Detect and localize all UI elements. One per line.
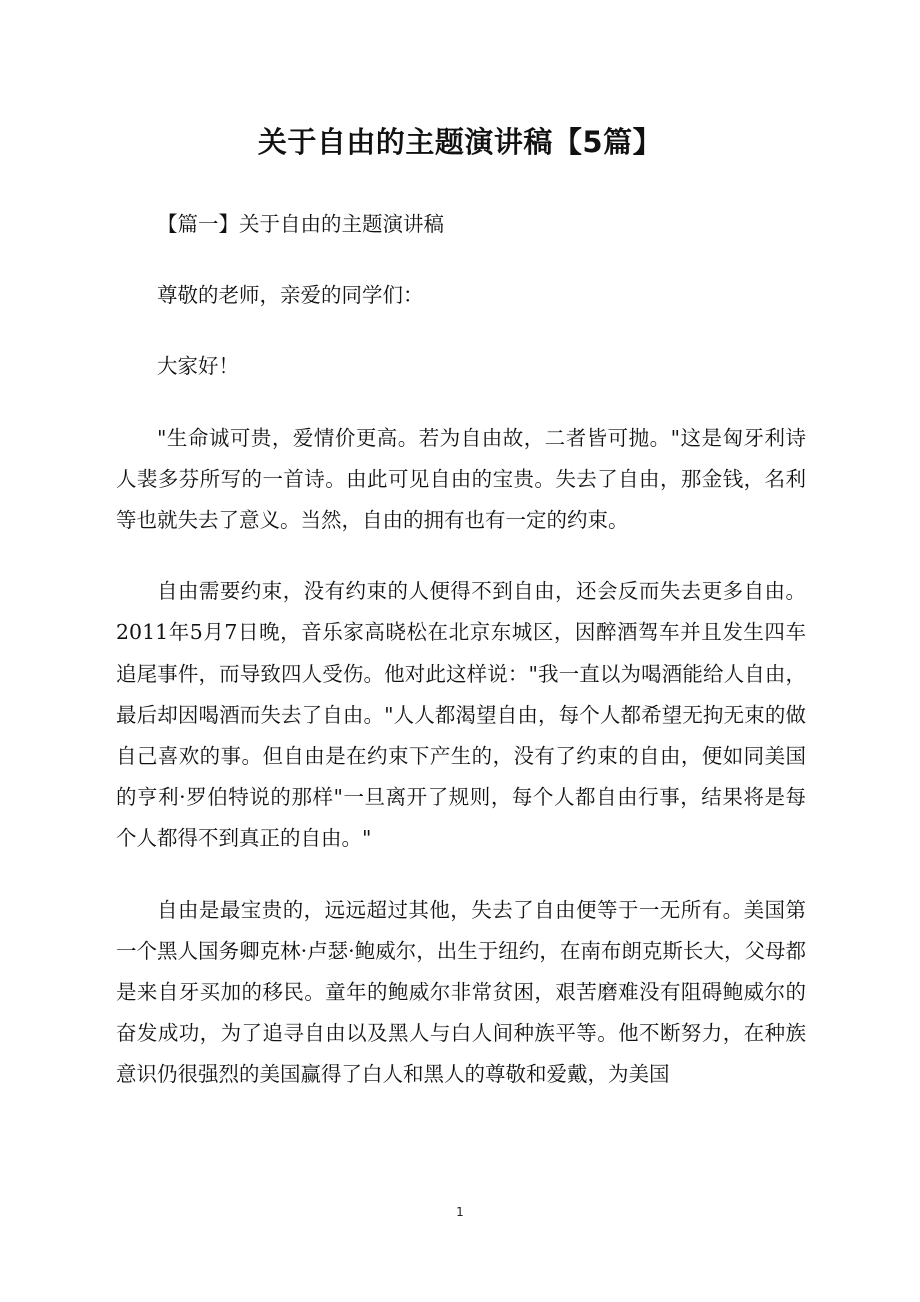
body-paragraph: "生命诚可贵，爱情价更高。若为自由故，二者皆可抛。"这是匈牙利诗人裴多芬所写的一首诗。由此可见自由的宝贵。失去了自由，那金钱，名利等也就失去了意义。当然，自由的拥有也有一定的约束。 (116, 425, 806, 533)
salutation: 尊敬的老师，亲爱的同学们： (157, 283, 424, 308)
page-number: 1 (456, 1205, 464, 1219)
greeting: 大家好！ (157, 354, 239, 379)
body-paragraph: 自由是最宝贵的，远远超过其他，失去了自由便等于一无所有。美国第一个黑人国务卿克林·卢瑟·鲍威尔，出生于纽约，在南布朗克斯长大，父母都是来自牙买加的移民。童年的鲍威尔非常贫困，艰苦磨难没有阻碍鲍威尔的奋发成功，为了追寻自由以及黑人与白人间种族平等。他不断努力，在种族意识仍很强烈的美国赢得了白人和黑人的尊敬和爱戴，为美国 (116, 897, 806, 1087)
body-paragraph: 自由需要约束，没有约束的人便得不到自由，还会反而失去更多自由。2011年5月7日晚，音乐家高晓松在北京东城区，因醉酒驾车并且发生四车追尾事件，而导致四人受伤。他对此这样说："我一直以为喝酒能给人自由，最后却因喝酒而失去了自由。"人人都渴望自由，每个人都希望无拘无束的做自己喜欢的事。但自由是在约束下产生的，没有了约束的自由，便如同美国的亨利·罗伯特说的那样"一旦离开了规则，每个人都自由行事，结果将是每个人都得不到真正的自由。" (116, 579, 806, 851)
document-title: 关于自由的主题演讲稿【5篇】 (257, 125, 663, 159)
document-body (116, 204, 806, 1126)
section-heading: 【篇一】关于自由的主题演讲稿 (157, 212, 444, 236)
